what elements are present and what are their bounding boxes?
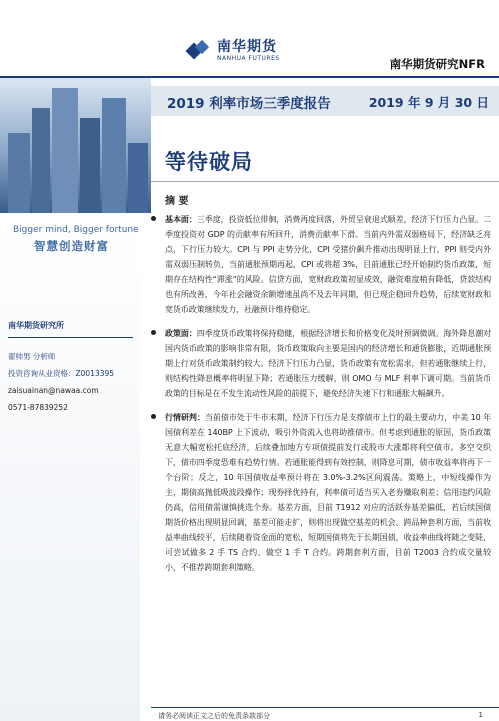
- main-title: 等待破局: [165, 150, 253, 174]
- slogan-cn: 智慧创造财富: [34, 239, 109, 253]
- sidebar: [0, 213, 140, 721]
- summary-item-lead: 基本面：: [165, 215, 197, 224]
- analyst-certificate: 投资咨询从业资格：Z0013395: [8, 369, 115, 378]
- logo-diamond-icon: [186, 38, 212, 64]
- summary-content: [151, 212, 491, 584]
- sidebar-divider: [8, 337, 133, 338]
- company-logo: [186, 38, 280, 64]
- analyst-phone: 0571-87839252: [8, 403, 68, 412]
- slogan-en: Bigger mind, Bigger fortune: [13, 225, 139, 235]
- summary-item-fundamentals: [151, 212, 491, 317]
- report-title: 2019 利率市场三季度报告: [167, 96, 331, 112]
- bullet-icon: [151, 330, 156, 335]
- title-divider: [151, 181, 499, 182]
- report-date: 2019 年 9 月 30 日: [368, 95, 489, 110]
- city-skyline-image: [0, 78, 151, 213]
- footer-rule: [151, 707, 499, 708]
- summary-item-outlook: [151, 410, 491, 575]
- analyst-name: 翟帅男 分析师: [8, 352, 56, 361]
- analyst-email: zaisuainan@nawaa.com: [8, 386, 99, 395]
- summary-item-text: 当前债市处于牛市末期，经济下行压力是支撑债市上行的最主要动力，中美 10 年国债利差在 140BP 上下波动，吸引外资流入也将助推债市。但考虑到通胀的原因，货币政策无意大幅宽松托底经济，后续叠加地方专项债提前发行或股市大涨都将利空债市。多空交织下，债市四季度恐难有趋势行情。若通胀能得到有效控制，则降息可期，债市收益率将再下一个台阶；反之，10 年国债收益率预计将在 3.0%-3.2%区间震荡。策略上，中短线操作为主，期债高抛低吸波段操作；现券择优持有，利率债可适当买入老券赚取利差；信用违约风险仍高，信用债需谨慎挑选个券。基差方面，目前 T1912 对应的活跃券基差偏低，若后续国债期货价格出现明显回调，基差可能走扩，则将出现做空基差的机会。跨品种套利方面，当前收益率曲线较平，后续随着资金面的宽松，短期国债将先于长期国债，收益率曲线将随之变陡，可尝试做多 2 手 TS 合约、做空 1 手 T 合约。跨期套利方面，目前 T2003 合约成交量较小，不推荐跨期套利策略。: [165, 413, 492, 572]
- summary-item-text: 四季度货币政策将保持稳健，根据经济增长和价格变化及时预调微调。海外降息潮对国内货币政策的影响非常有限，货币政策取向主要是国内的经济增长和通货膨胀，近期通胀预期上行对货币政策制约较大。经济下行压力凸显，货币政策有宽松需求，但若通胀继续上行，则结构性降息概率将明显下降；若通胀压力缓解，则 OMO 与 MLF 利率下调可期。当前货币政策的目标是在不发生流动性风险的前提下，避免经济失速下行和通胀大幅飙升。: [165, 329, 491, 398]
- logo-cn-text: 南华期货: [217, 39, 277, 55]
- page-number: 1: [478, 711, 483, 719]
- summary-heading: 摘 要: [165, 196, 189, 207]
- report-banner: [151, 86, 499, 116]
- logo-en-text: NANHUA FUTURES: [217, 55, 280, 62]
- summary-item-policy: [151, 326, 491, 401]
- bullet-icon: [151, 414, 156, 419]
- summary-item-lead: 政策面：: [165, 329, 197, 338]
- summary-item-lead: 行情研判：: [165, 413, 205, 422]
- summary-item-text: 三季度，投资低位徘徊，消费再度回落，外贸呈衰退式顺差，经济下行压力凸显。二季度投资对 GDP 的贡献率有所回升，消费贡献率下滑。当前内外需双弱格局下，经济缺乏亮点，下行压力较大。CPI 与 PPI 走势分化，CPI 受猪价飙升推动出现明显上行，PPI 则受内外需双弱压制转负，当前通胀预期再起，CPI 或将超 3%，目前通胀已经开始制约货币政策，短期存在结构性“滞涨”的风险。信贷方面，宽财政政策初显成效，融资难度稍有降低，贷款结构也有所改善，今年社会融资余额增速虽尚不及去年同期，但已现企稳回升趋势，后续宽财政和宽货币政策继续发力，社融预计维持稳定。: [165, 215, 491, 314]
- research-brand: 南华期货研究NFR: [389, 57, 485, 71]
- institute-name: 南华期货研究所: [8, 321, 64, 330]
- bullet-icon: [151, 216, 156, 221]
- disclaimer-note: 请务必阅读正文之后的免责条款部分: [158, 712, 270, 720]
